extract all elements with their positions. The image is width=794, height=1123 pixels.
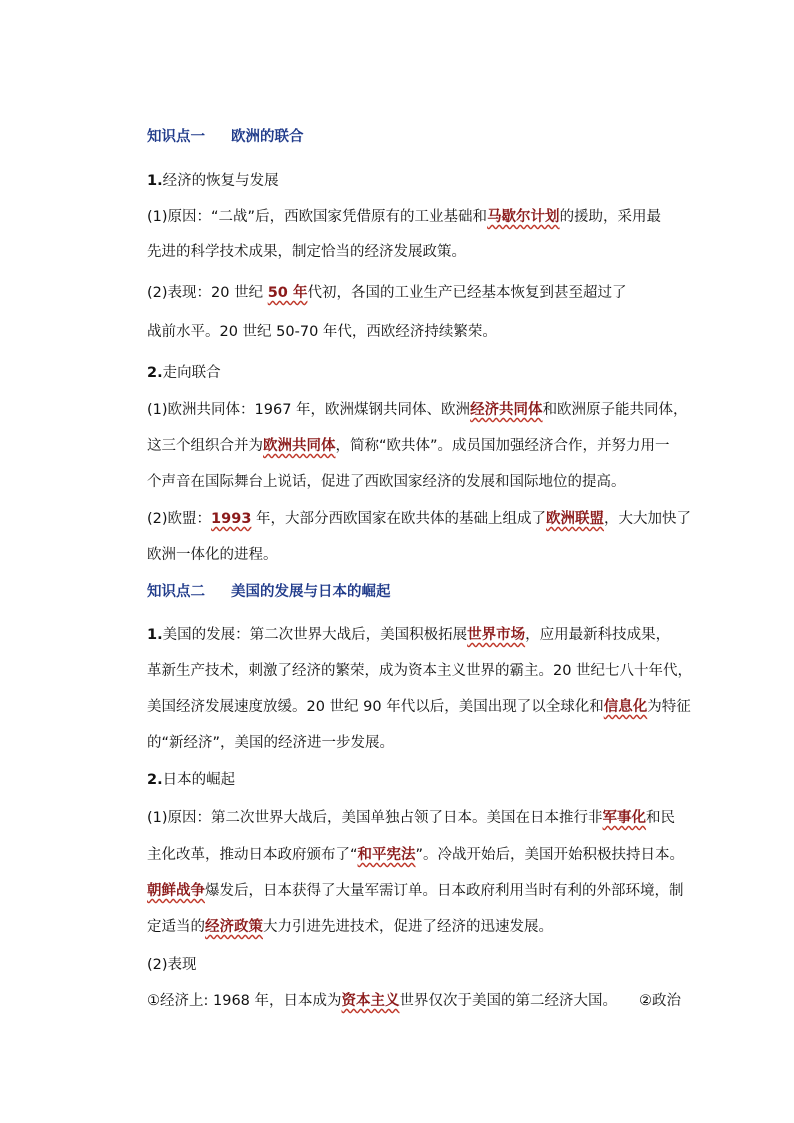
subheading-text: 走向联合 xyxy=(162,365,221,381)
paragraph-line: 美国经济发展速度放缓。20 世纪 90 年代以后，美国出现了以全球化和信息化为特征 xyxy=(147,699,691,715)
keyword-capitalism: 资本主义 xyxy=(341,993,400,1009)
subheading-recovery xyxy=(147,171,279,191)
paragraph-line: (2)欧盟：1993 年，大部分西欧国家在欧共体的基础上组成了欧洲联盟，大大加快了 xyxy=(147,511,692,527)
paragraph-line: (1)原因：第二次世界大战后，美国单独占领了日本。美国在日本推行非军事化和民 xyxy=(147,810,676,826)
keyword-eu: 欧洲联盟 xyxy=(546,511,605,527)
keyword-marshall-plan: 马歇尔计划 xyxy=(487,209,560,225)
section-heading-1 xyxy=(147,127,304,147)
heading-label: 知识点二 xyxy=(147,584,205,600)
paragraph-line: 的“新经济”，美国的经济进一步发展。 xyxy=(147,735,395,751)
paragraph-line: 欧洲一体化的进程。 xyxy=(147,547,278,563)
paragraph-line: 战前水平。20 世纪 50-70 年代，西欧经济持续繁荣。 xyxy=(147,324,497,340)
keyword-eec: 经济共同体 xyxy=(470,402,543,418)
subheading-text: 经济的恢复与发展 xyxy=(162,173,279,189)
subheading-union xyxy=(147,363,221,383)
paragraph-line: 个声音在国际舞台上说话，促进了西欧国家经济的发展和国际地位的提高。 xyxy=(147,474,626,490)
heading-title: 美国的发展与日本的崛起 xyxy=(231,584,391,600)
subheading-number: 2. xyxy=(147,365,163,381)
paragraph-line: (1)原因：“二战”后，西欧国家凭借原有的工业基础和马歇尔计划的援助，采用最 xyxy=(147,209,662,225)
paragraph-line: (2)表现 xyxy=(147,957,197,973)
subheading-number: 2. xyxy=(147,772,163,788)
paragraph-line: (2)表现：20 世纪 50 年代初，各国的工业生产已经基本恢复到甚至超过了 xyxy=(147,285,627,301)
keyword-1993: 1993 xyxy=(211,511,252,527)
paragraph-line: 定适当的经济政策大力引进先进技术，促进了经济的迅速发展。 xyxy=(147,919,553,935)
paragraph-line: 这三个组织合并为欧洲共同体，简称“欧共体”。成员国加强经济合作，并努力用一 xyxy=(147,438,670,454)
keyword-demilitarization: 军事化 xyxy=(602,810,647,826)
paragraph-line: 主化改革，推动日本政府颁布了“和平宪法”。冷战开始后，美国开始积极扶持日本。 xyxy=(147,847,685,863)
keyword-korean-war: 朝鲜战争 xyxy=(147,883,205,899)
paragraph-line: 朝鲜战争爆发后，日本获得了大量军需订单。日本政府利用当时有利的外部环境，制 xyxy=(147,883,684,899)
subheading-japan xyxy=(147,770,235,790)
keyword-50s: 50 年 xyxy=(267,285,308,301)
keyword-peace-constitution: 和平宪法 xyxy=(357,847,416,863)
paragraph-line: 1.美国的发展：第二次世界大战后，美国积极拓展世界市场，应用最新科技成果， xyxy=(147,627,671,643)
subheading-number: 1. xyxy=(147,173,163,189)
paragraph-line: (1)欧洲共同体：1967 年，欧洲煤钢共同体、欧洲经济共同体和欧洲原子能共同体， xyxy=(147,402,688,418)
heading-label: 知识点一 xyxy=(147,129,205,145)
paragraph-line: 先进的科学技术成果，制定恰当的经济发展政策。 xyxy=(147,244,466,260)
paragraph-line: ①经济上: 1968 年，日本成为资本主义世界仅次于美国的第二经济大国。 ②政治 xyxy=(147,993,682,1009)
paragraph-line: 革新生产技术，刺激了经济的繁荣，成为资本主义世界的霸主。20 世纪七八十年代， xyxy=(147,663,693,679)
section-heading-2 xyxy=(147,582,391,602)
keyword-world-market: 世界市场 xyxy=(467,627,526,643)
heading-title: 欧洲的联合 xyxy=(231,129,304,145)
keyword-ec: 欧洲共同体 xyxy=(263,438,336,454)
keyword-economic-policy: 经济政策 xyxy=(205,919,263,935)
keyword-informatization: 信息化 xyxy=(603,699,648,715)
subheading-text: 日本的崛起 xyxy=(162,772,236,788)
